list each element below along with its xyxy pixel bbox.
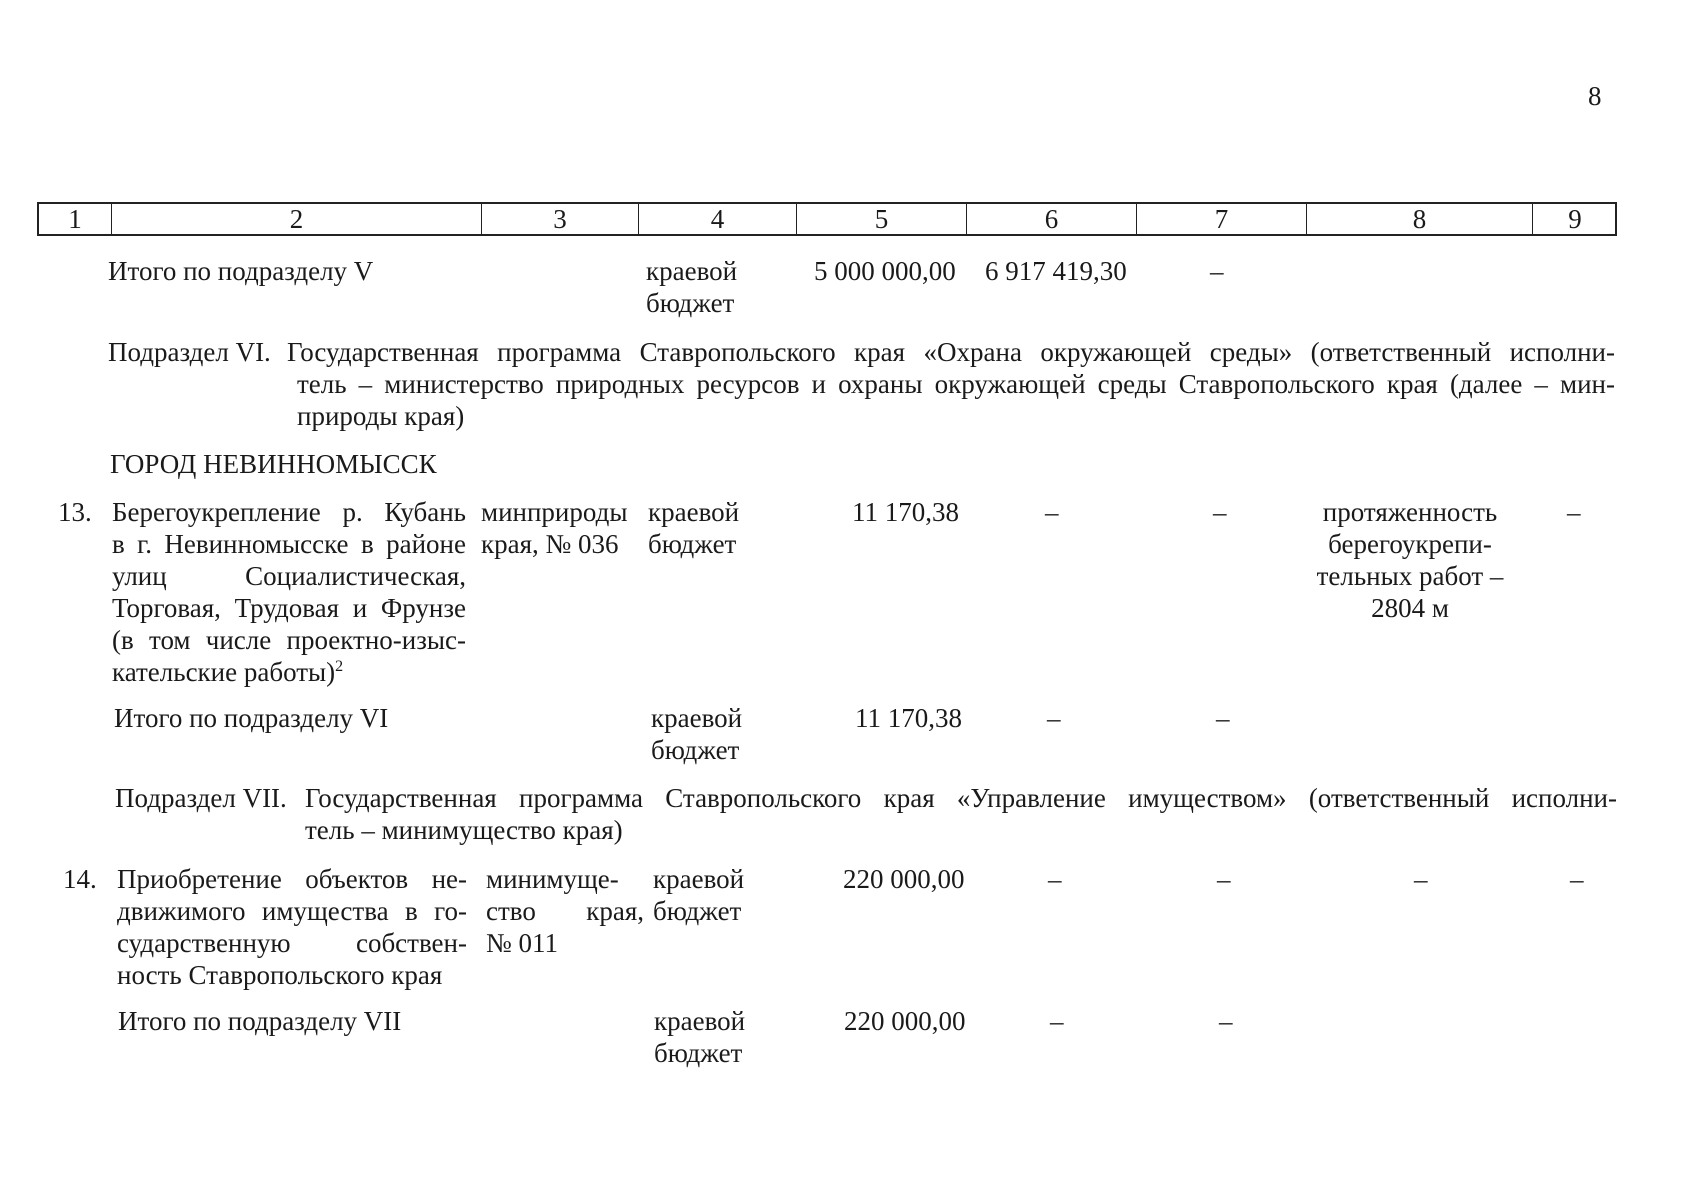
amount-col6: – [1045, 497, 1059, 527]
column-header-8: 8 [1306, 204, 1532, 234]
column-header-2: 2 [111, 204, 481, 234]
amount-col7: – [1213, 497, 1227, 527]
amount-col6: – [1048, 864, 1062, 894]
object-name: Приобретение объектов не- движимого имущества в го- сударственную собствен- ность Ставропольского края [117, 864, 467, 990]
column-header-5: 5 [796, 204, 966, 234]
amount-col6: – [1047, 703, 1061, 733]
amount-col7: – [1210, 256, 1224, 286]
funding-source: краевой бюджет [653, 864, 745, 926]
city-heading: ГОРОД НЕВИННОМЫССК [110, 449, 437, 479]
amount-col5: 11 170,38 [855, 703, 962, 733]
subsection-title: Государственная программа Ставропольского края «Управление имуществом» (ответственный исполни- тель – минимущество края) [305, 783, 1617, 845]
funding-source: краевой бюджет [651, 703, 743, 765]
amount-col5: 220 000,00 [844, 1006, 966, 1036]
column-header-9: 9 [1532, 204, 1617, 234]
amount-col5: 220 000,00 [843, 864, 965, 894]
funding-source: краевой бюджет [648, 497, 740, 559]
object-name: Берегоукрепление р. Кубань в г. Невинномысске в районе улиц Социалистическая, Торговая, Трудовая и Фрунзе (в том числе проектно-изыс- кательские работы)$^2$ [112, 497, 466, 687]
total-label: Итого по подразделу VII [118, 1006, 402, 1036]
amount-col5: 11 170,38 [852, 497, 959, 527]
funding-source: краевой бюджет [654, 1006, 746, 1068]
amount-col6: – [1050, 1006, 1064, 1036]
row-number: 14. [63, 864, 97, 894]
funding-source: краевой бюджет [646, 256, 738, 318]
amount-col8: – [1414, 864, 1428, 894]
customer: минприроды края, № 036 [481, 497, 628, 559]
amount-col6: 6 917 419,30 [985, 256, 1127, 286]
total-label: Итого по подразделу VI [114, 703, 389, 733]
column-header-1: 1 [68, 204, 82, 234]
amount-col5: 5 000 000,00 [814, 256, 956, 286]
amount-col9: – [1567, 497, 1581, 527]
column-header-4: 4 [638, 204, 796, 234]
column-header-7: 7 [1136, 204, 1306, 234]
subsection-label: Подраздел VI. [108, 337, 271, 367]
amount-col7: – [1219, 1006, 1233, 1036]
subsection-label: Подраздел VII. [115, 783, 287, 813]
column-header-3: 3 [481, 204, 638, 234]
amount-col7: – [1217, 864, 1231, 894]
amount-col9: – [1570, 864, 1584, 894]
subsection-title: Государственная программа Ставропольского края «Охрана окружающей среды» (ответственный исполни- тель – министерство природных ресурсов и охраны окружающей среды Ставропольского края (далее – мин- природы края) [287, 337, 1615, 431]
result-indicator: протяженность берегоукрепи- тельных работ – 2804 м [1316, 497, 1504, 623]
column-header-6: 6 [966, 204, 1136, 234]
amount-col7: – [1216, 703, 1230, 733]
row-number: 13. [58, 497, 92, 527]
page-number: 8 [1588, 81, 1602, 111]
total-label: Итого по подразделу V [108, 256, 374, 286]
footnote-mark: 2 [335, 658, 344, 675]
table-header-row [37, 202, 1617, 236]
customer: минимуще- ство края, № 011 [486, 864, 644, 958]
